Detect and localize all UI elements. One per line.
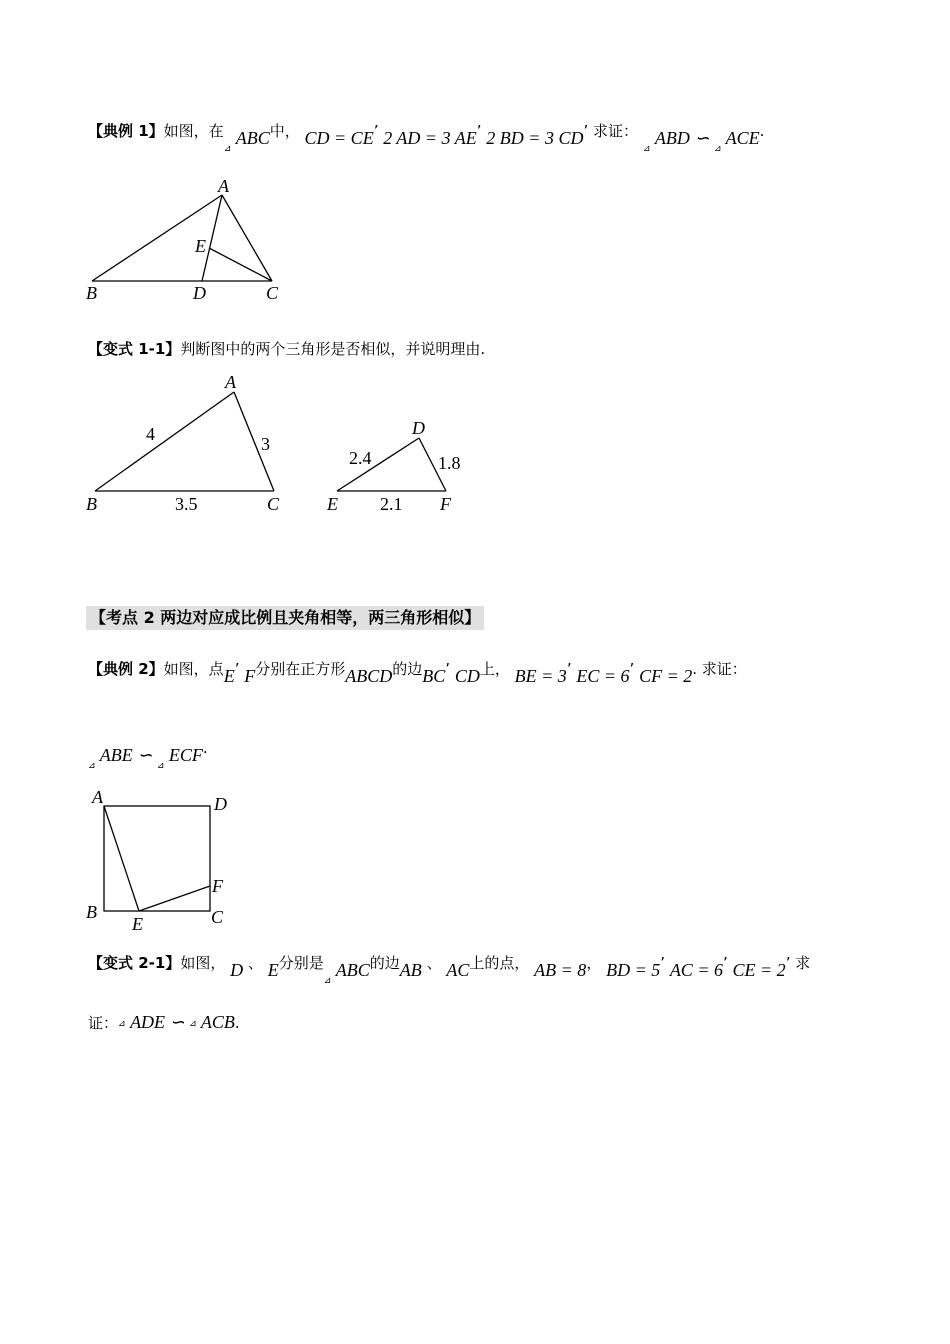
fig2-length-df: 1.8 xyxy=(438,453,461,473)
fig3-label-c: C xyxy=(211,907,224,927)
condition-ec: EC = 6 xyxy=(576,666,630,686)
variant-1-1-statement: 【变式 1-1】判断图中的两个三角形是否相似，并说明理由. xyxy=(88,340,486,358)
triangle-abc: $_⊿$ ABC xyxy=(223,128,270,153)
fig1-label-b: B xyxy=(86,283,97,303)
conclusion-1: $_⊿$ ABD ∽ $_⊿$ ACE xyxy=(642,128,760,153)
fig2-label-d: D xyxy=(412,418,425,438)
fig2-length-ab: 4 xyxy=(146,424,155,444)
fig2-label-c: C xyxy=(267,494,280,514)
variant-1-1-tag: 【变式 1-1】 xyxy=(88,340,181,358)
variant-2-1-conclusion: 证：⊿ ADE ∽ ⊿ ACB. xyxy=(88,1012,240,1032)
fig3-label-e: E xyxy=(132,914,143,934)
segment-ef-3 xyxy=(139,886,210,911)
fig1-label-a: A xyxy=(218,176,229,196)
fig2-length-de: 2.4 xyxy=(349,448,372,468)
fig2-label-f: F xyxy=(440,494,451,514)
fig1-label-c: C xyxy=(266,283,279,303)
condition-cd-ce: CD = CE xyxy=(304,128,374,148)
example-2-tag: 【典例 2】 xyxy=(88,660,164,678)
fig1-label-d: D xyxy=(193,283,206,303)
fig1-label-e: E xyxy=(195,236,206,256)
variant-2-1-tag: 【变式 2-1】 xyxy=(88,954,181,972)
fig2-label-e: E xyxy=(327,494,338,514)
variant-2-1-statement: 【变式 2-1】如图， D 、 E分别是$_⊿$ ABC的边AB 、 AC上的点， AB = 8， BD = 5’ AC = 6’ CE = 2’ 求 xyxy=(88,954,811,985)
example-2-statement: 【典例 2】如图，点E’ F分别在正方形ABCD的边BC’ CD上， BE = 3’ EC = 6’ CF = 2. 求证： xyxy=(88,660,747,686)
fig2-length-bc: 3.5 xyxy=(175,494,198,514)
segment-ab-2 xyxy=(95,392,234,491)
condition-be: BE = 3 xyxy=(514,666,567,686)
fig2-length-ac: 3 xyxy=(261,434,270,454)
condition-ad-ae: 2 AD = 3 AE xyxy=(383,128,477,148)
fig3-label-b: B xyxy=(86,902,97,922)
square-abcd xyxy=(104,806,210,911)
condition-bd-cd: 2 BD = 3 CD xyxy=(486,128,584,148)
fig2-label-a: A xyxy=(225,372,236,392)
fig3-label-a: A xyxy=(92,787,103,807)
example-2-conclusion: $_⊿$ ABE ∽ $_⊿$ ECF. xyxy=(88,739,208,770)
condition-cf: CF = 2 xyxy=(639,666,693,686)
fig3-label-f: F xyxy=(212,876,223,896)
example-1-tag: 【典例 1】 xyxy=(88,122,164,140)
fig2-label-b: B xyxy=(86,494,97,514)
segment-ae xyxy=(104,806,139,911)
fig2-length-ef: 2.1 xyxy=(380,494,403,514)
fig3-label-d: D xyxy=(214,794,227,814)
section-header-kaodian-2: 【考点 2 两边对应成比例且夹角相等，两三角形相似】 xyxy=(86,606,484,630)
example-1-statement: 【典例 1】如图，在$_⊿$ ABC中， CD = CE’ 2 AD = 3 AE’ 2 BD = 3 CD’ 求证： $_⊿$ ABD ∽ $_⊿$ ACE. xyxy=(88,122,765,153)
